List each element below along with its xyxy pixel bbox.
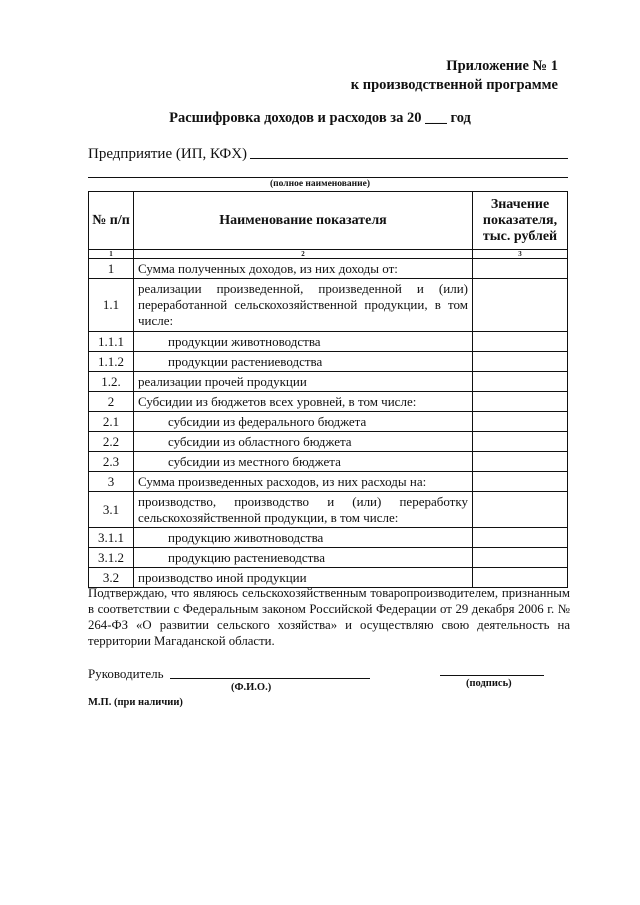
column-header-name: Наименование показателя <box>134 192 473 250</box>
table-row <box>89 279 568 332</box>
table-row <box>89 259 568 279</box>
row-number: 1.1.1 <box>89 332 134 352</box>
row-name: продукцию растениеводства <box>134 548 473 568</box>
row-name: субсидии из местного бюджета <box>134 452 473 472</box>
row-number: 3.2 <box>89 568 134 588</box>
appendix-number: Приложение № 1 <box>446 58 558 74</box>
appendix-subtitle: к производственной программе <box>350 77 558 93</box>
document-title: Расшифровка доходов и расходов за 20 ___ год <box>169 110 471 126</box>
row-number: 1.2. <box>89 372 134 392</box>
enterprise-name-field-line2[interactable] <box>88 177 568 178</box>
head-label: Руководитель <box>88 666 164 681</box>
table-row <box>89 528 568 548</box>
row-name: продукции растениеводства <box>134 352 473 372</box>
enterprise-label: Предприятие (ИП, КФХ) <box>88 146 248 162</box>
enterprise-caption: (полное наименование) <box>270 179 370 189</box>
row-number: 3.1 <box>89 492 134 528</box>
row-name: Сумма полученных доходов, из них доходы от: <box>134 259 473 279</box>
row-name: реализации произведенной, произведенной и (или) переработанной сельскохозяйственной продукции, в том числе: <box>134 279 473 332</box>
table-row <box>89 452 568 472</box>
stamp-label: М.П. (при наличии) <box>88 697 183 708</box>
row-name: Субсидии из бюджетов всех уровней, в том числе: <box>134 392 473 412</box>
column-number-2: 2 <box>134 250 473 259</box>
row-value-cell[interactable] <box>473 472 568 492</box>
row-name: производство, производство и (или) переработку сельскохозяйственной продукции, в том числе: <box>134 492 473 528</box>
row-value-cell[interactable] <box>473 332 568 352</box>
signature-field[interactable] <box>440 675 544 676</box>
row-number: 1.1 <box>89 279 134 332</box>
table-row <box>89 372 568 392</box>
table-row <box>89 352 568 372</box>
row-name: продукции животноводства <box>134 332 473 352</box>
row-value-cell[interactable] <box>473 279 568 332</box>
row-value-cell[interactable] <box>473 492 568 528</box>
column-header-number: № п/п <box>89 192 134 250</box>
row-value-cell[interactable] <box>473 352 568 372</box>
fio-caption: (Ф.И.О.) <box>231 682 272 693</box>
row-value-cell[interactable] <box>473 548 568 568</box>
row-value-cell[interactable] <box>473 259 568 279</box>
table-row <box>89 432 568 452</box>
row-number: 1 <box>89 259 134 279</box>
row-value-cell[interactable] <box>473 372 568 392</box>
row-value-cell[interactable] <box>473 432 568 452</box>
row-name: производство иной продукции <box>134 568 473 588</box>
enterprise-name-field[interactable] <box>250 158 568 159</box>
table-row <box>89 472 568 492</box>
income-expense-table <box>88 191 568 588</box>
row-number: 3.1.1 <box>89 528 134 548</box>
column-number-1: 1 <box>89 250 134 259</box>
row-value-cell[interactable] <box>473 392 568 412</box>
table-row <box>89 332 568 352</box>
row-value-cell[interactable] <box>473 452 568 472</box>
row-number: 3.1.2 <box>89 548 134 568</box>
row-name: реализации прочей продукции <box>134 372 473 392</box>
table-row <box>89 492 568 528</box>
column-number-3: 3 <box>473 250 568 259</box>
table-row <box>89 548 568 568</box>
column-header-value: Значение показателя, тыс. рублей <box>473 192 568 250</box>
row-number: 1.1.2 <box>89 352 134 372</box>
row-number: 3 <box>89 472 134 492</box>
confirmation-text: Подтверждаю, что являюсь сельскохозяйственным товаропроизводителем, признанным в соответствии с Федеральным законом Российской Федерации от 29 декабря 2006 г. № 264-ФЗ «О развитии сельского хозяйства» и осуществляю свою деятельность на территории Магаданской области. <box>88 586 570 648</box>
signature-caption: (подпись) <box>466 678 512 689</box>
row-number: 2 <box>89 392 134 412</box>
row-name: субсидии из федерального бюджета <box>134 412 473 432</box>
row-number: 2.1 <box>89 412 134 432</box>
head-name-field[interactable] <box>170 678 370 679</box>
row-value-cell[interactable] <box>473 412 568 432</box>
row-name: субсидии из областного бюджета <box>134 432 473 452</box>
row-number: 2.3 <box>89 452 134 472</box>
row-name: продукцию животноводства <box>134 528 473 548</box>
row-number: 2.2 <box>89 432 134 452</box>
table-row <box>89 412 568 432</box>
row-value-cell[interactable] <box>473 528 568 548</box>
table-row <box>89 392 568 412</box>
row-name: Сумма произведенных расходов, из них расходы на: <box>134 472 473 492</box>
